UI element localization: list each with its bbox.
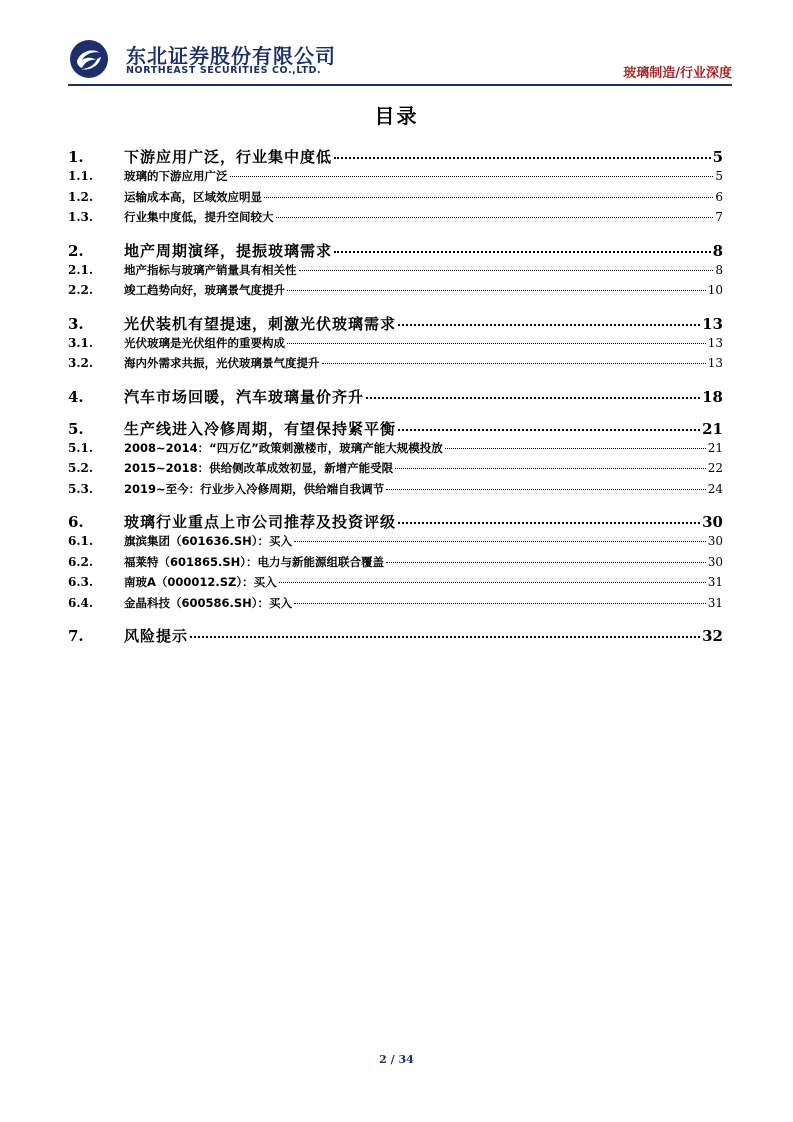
toc-entry-page[interactable]: 5 — [715, 169, 723, 183]
report-category: 玻璃制造/行业深度 — [623, 66, 732, 81]
toc-entry-number: 2. — [68, 241, 84, 260]
toc-dot-leader — [334, 157, 711, 159]
toc-entry-number: 3.2. — [68, 356, 94, 370]
toc-entry-page[interactable]: 10 — [707, 283, 723, 297]
toc-dot-leader — [279, 582, 706, 583]
toc-entry[interactable] — [68, 335, 723, 356]
header-divider — [68, 84, 732, 86]
toc-entry-number: 6. — [68, 513, 84, 531]
toc-entry[interactable] — [68, 625, 723, 647]
toc-entry[interactable] — [68, 418, 723, 440]
toc-dot-leader — [287, 343, 706, 344]
toc-entry-number: 4. — [68, 387, 84, 406]
toc-entry-number: 6.1. — [68, 534, 94, 548]
toc-entry-title[interactable]: 2019~至今：行业步入冷修周期，供给端自我调节 — [124, 481, 385, 496]
toc-entry-title[interactable]: 玻璃的下游应用广泛 — [124, 169, 228, 183]
toc-entry-page[interactable]: 8 — [712, 241, 723, 260]
toc-entry-title[interactable]: 下游应用广泛，行业集中度低 — [124, 148, 333, 166]
toc-entry-page[interactable]: 30 — [702, 513, 723, 531]
toc-dot-leader — [299, 270, 714, 271]
toc-entry-title[interactable]: 光伏玻璃是光伏组件的重要构成 — [124, 335, 285, 350]
toc-dot-leader — [294, 603, 706, 604]
toc-entry[interactable] — [68, 460, 723, 481]
toc-entry-number: 5.3. — [68, 481, 94, 496]
toc-entry[interactable] — [68, 146, 723, 168]
toc-entry-page[interactable]: 5 — [712, 148, 723, 166]
toc-entry-title[interactable]: 旗滨集团（601636.SH）：买入 — [124, 534, 293, 548]
toc-entry-title[interactable]: 地产周期演绎，提振玻璃需求 — [124, 241, 333, 260]
toc-entry-title[interactable]: 地产指标与玻璃产销量具有相关性 — [124, 262, 297, 277]
toc-dot-leader — [276, 217, 714, 218]
toc-dot-leader — [398, 324, 700, 326]
toc-entry-number: 2.2. — [68, 283, 94, 297]
toc-entry[interactable] — [68, 168, 723, 189]
toc-entry-page[interactable]: 13 — [707, 335, 723, 350]
toc-entry[interactable] — [68, 240, 723, 262]
toc-entry[interactable] — [68, 511, 723, 533]
toc-dot-leader — [287, 290, 706, 291]
toc-entry[interactable] — [68, 209, 723, 230]
toc-entry[interactable] — [68, 440, 723, 461]
toc-entry[interactable] — [68, 533, 723, 554]
toc-entry-number: 5.2. — [68, 461, 94, 475]
toc-entry[interactable] — [68, 595, 723, 616]
toc-entry-title[interactable]: 海内外需求共振，光伏玻璃景气度提升 — [124, 356, 320, 370]
toc-entry-title[interactable]: 玻璃行业重点上市公司推荐及投资评级 — [124, 513, 397, 531]
toc-entry-number: 5. — [68, 419, 84, 438]
toc-entry-page[interactable]: 31 — [707, 595, 723, 610]
page-number: 2 / 34 — [379, 1053, 414, 1066]
toc-dot-leader — [334, 251, 711, 253]
toc-entry-title[interactable]: 运输成本高，区域效应明显 — [124, 189, 262, 204]
toc-entry-page[interactable]: 21 — [702, 419, 723, 438]
toc-title: 目录 — [374, 104, 419, 128]
toc-entry-page[interactable]: 18 — [702, 387, 723, 406]
toc-entry[interactable] — [68, 262, 723, 283]
toc-entry-page[interactable]: 30 — [707, 534, 723, 548]
toc-entry[interactable] — [68, 554, 723, 575]
toc-dot-leader — [190, 636, 700, 638]
toc-entry-number: 3.1. — [68, 335, 94, 350]
toc-entry-title[interactable]: 光伏装机有望提速，刺激光伏玻璃需求 — [124, 314, 397, 333]
toc-entry-title[interactable]: 竣工趋势向好，玻璃景气度提升 — [124, 283, 285, 297]
toc-entry-title[interactable]: 金晶科技（600586.SH）：买入 — [124, 595, 293, 610]
toc-entry[interactable] — [68, 574, 723, 595]
toc-entry-page[interactable]: 6 — [715, 189, 723, 204]
toc-dot-leader — [294, 541, 706, 542]
toc-entry-title[interactable]: 行业集中度低，提升空间较大 — [124, 210, 274, 224]
toc-entry-number: 3. — [68, 314, 84, 333]
toc-entry-page[interactable]: 22 — [707, 461, 723, 475]
toc-entry[interactable] — [68, 282, 723, 303]
toc-entry-page[interactable]: 31 — [707, 575, 723, 589]
toc-entry-number: 5.1. — [68, 440, 94, 455]
toc-dot-leader — [395, 468, 706, 469]
table-of-contents — [68, 146, 723, 647]
toc-dot-leader — [230, 176, 714, 177]
toc-dot-leader — [322, 363, 706, 364]
toc-entry[interactable] — [68, 189, 723, 210]
toc-entry-title[interactable]: 福莱特（601865.SH）：电力与新能源组联合覆盖 — [124, 554, 385, 569]
toc-entry-page[interactable]: 24 — [707, 481, 723, 496]
toc-dot-leader — [398, 522, 700, 524]
toc-entry-title[interactable]: 生产线进入冷修周期，有望保持紧平衡 — [124, 419, 397, 438]
toc-entry-page[interactable]: 8 — [715, 262, 723, 277]
toc-entry-number: 6.3. — [68, 575, 94, 589]
toc-dot-leader — [386, 562, 706, 563]
toc-entry-number: 7. — [68, 627, 84, 645]
toc-entry-page[interactable]: 30 — [707, 554, 723, 569]
toc-entry-page[interactable]: 32 — [702, 627, 723, 645]
toc-entry-title[interactable]: 2008~2014：“四万亿”政策刺激楼市，玻璃产能大规模投放 — [124, 440, 443, 455]
page-header — [68, 36, 732, 84]
toc-entry-number: 1.2. — [68, 189, 94, 204]
company-logo-icon — [68, 38, 110, 80]
company-name-en: NORTHEAST SECURITIES CO.,LTD. — [126, 65, 322, 76]
toc-entry-number: 1.3. — [68, 210, 94, 224]
toc-dot-leader — [386, 489, 706, 490]
toc-entry[interactable] — [68, 313, 723, 335]
toc-entry-page[interactable]: 7 — [715, 210, 723, 224]
toc-entry-number: 1.1. — [68, 169, 94, 183]
toc-entry[interactable] — [68, 481, 723, 502]
toc-entry-page[interactable]: 21 — [707, 440, 723, 455]
toc-dot-leader — [366, 397, 700, 399]
toc-entry-title[interactable]: 风险提示 — [124, 627, 189, 645]
toc-entry-title[interactable]: 2015~2018：供给侧改革成效初显，新增产能受限 — [124, 461, 394, 475]
toc-entry[interactable] — [68, 386, 723, 408]
company-name-cn: 东北证券股份有限公司 — [126, 44, 336, 68]
toc-entry[interactable] — [68, 355, 723, 376]
toc-dot-leader — [398, 429, 700, 431]
toc-entry-title[interactable]: 南玻A（000012.SZ）：买入 — [124, 575, 277, 589]
toc-entry-number: 2.1. — [68, 262, 94, 277]
toc-dot-leader — [445, 448, 706, 449]
toc-entry-page[interactable]: 13 — [707, 356, 723, 370]
toc-dot-leader — [264, 197, 713, 198]
toc-entry-title[interactable]: 汽车市场回暖，汽车玻璃量价齐升 — [124, 387, 365, 406]
toc-entry-number: 6.2. — [68, 554, 94, 569]
toc-entry-number: 6.4. — [68, 595, 94, 610]
toc-entry-page[interactable]: 13 — [702, 314, 723, 333]
toc-entry-number: 1. — [68, 148, 84, 166]
